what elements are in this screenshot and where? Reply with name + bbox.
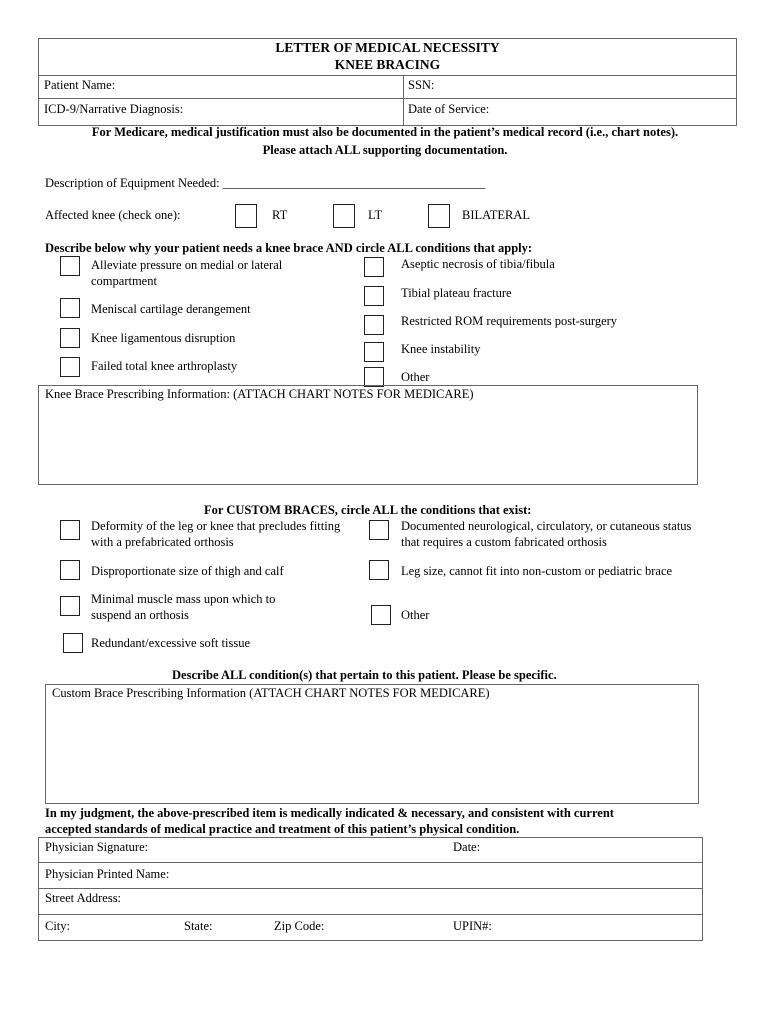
medicare-notice: For Medicare, medical justification must also be documented in the patient’s medical record (i.e., chart notes). [91,125,679,139]
conditions-heading: Describe below why your patient needs a knee brace AND circle ALL conditions that apply: [45,241,533,255]
condition-checkbox-tibial-plateau[interactable] [364,286,384,306]
condition-checkbox-knee-instability[interactable] [364,342,384,362]
physician-printed-name-field[interactable]: Physician Printed Name: [45,867,170,881]
custom-checkbox-redundant-tissue[interactable] [63,633,83,653]
physician-divider-2 [38,888,703,889]
date-of-service-field[interactable]: Date of Service: [408,102,490,116]
form-subtitle: KNEE BRACING [334,57,441,72]
custom-brace-prescribing-label: Custom Brace Prescribing Information (ATTACH CHART NOTES FOR MEDICARE) [52,686,490,700]
custom-label-deformity: Deformity of the leg or knee that precludes fitting with a prefabricated orthosis [91,519,341,549]
custom-label-other: Other [401,608,430,622]
rt-checkbox[interactable] [235,204,257,228]
physician-divider-1 [38,862,703,863]
attach-notice: Please attach ALL supporting documentation. [262,143,508,157]
condition-label-meniscal: Meniscal cartilage derangement [91,302,251,316]
form-title: LETTER OF MEDICAL NECESSITY [275,40,500,55]
custom-checkbox-deformity[interactable] [60,520,80,540]
custom-label-redundant-tissue: Redundant/excessive soft tissue [91,636,250,650]
custom-label-neurological: Documented neurological, circulatory, or cutaneous status that requires a custom fabricated orthosis [401,519,692,549]
condition-label-ligamentous: Knee ligamentous disruption [91,331,236,345]
condition-label-knee-instability: Knee instability [401,342,481,356]
custom-braces-heading: For CUSTOM BRACES, circle ALL the conditions that exist: [204,503,532,517]
condition-label-failed-arthroplasty: Failed total knee arthroplasty [91,359,238,373]
header-divider-1 [38,75,737,76]
zip-code-field[interactable]: Zip Code: [274,919,325,933]
signature-date-field[interactable]: Date: [453,840,481,854]
condition-label-other: Other [401,370,430,384]
condition-label-restricted-rom: Restricted ROM requirements post-surgery [401,314,618,328]
street-address-field[interactable]: Street Address: [45,891,122,905]
knee-brace-prescribing-label: Knee Brace Prescribing Information: (ATTACH CHART NOTES FOR MEDICARE) [45,387,474,401]
lt-checkbox[interactable] [333,204,355,228]
describe-conditions-heading: Describe ALL condition(s) that pertain to this patient. Please be specific. [172,668,557,682]
upin-field[interactable]: UPIN#: [453,919,492,933]
diagnosis-field[interactable]: ICD-9/Narrative Diagnosis: [44,102,184,116]
patient-name-field[interactable]: Patient Name: [44,78,116,92]
custom-label-minimal-muscle: Minimal muscle mass upon which to suspend an orthosis [91,592,276,622]
lt-label: LT [368,208,383,222]
condition-label-tibial-plateau: Tibial plateau fracture [401,286,512,300]
condition-checkbox-restricted-rom[interactable] [364,315,384,335]
condition-checkbox-meniscal[interactable] [60,298,80,318]
judgment-statement-line1: In my judgment, the above-prescribed item is medically indicated & necessary, and consistent with current [45,806,614,820]
custom-label-disproportionate: Disproportionate size of thigh and calf [91,564,284,578]
affected-knee-label: Affected knee (check one): [45,208,181,222]
custom-label-leg-size: Leg size, cannot fit into non-custom or pediatric brace [401,564,673,578]
custom-checkbox-disproportionate[interactable] [60,560,80,580]
condition-checkbox-aseptic-necrosis[interactable] [364,257,384,277]
city-field[interactable]: City: [45,919,71,933]
custom-checkbox-neurological[interactable] [369,520,389,540]
condition-checkbox-ligamentous[interactable] [60,328,80,348]
state-field[interactable]: State: [184,919,213,933]
physician-divider-3 [38,914,703,915]
bilateral-label: BILATERAL [462,208,531,222]
bilateral-checkbox[interactable] [428,204,450,228]
custom-brace-prescribing-box[interactable] [45,684,699,804]
ssn-field[interactable]: SSN: [408,78,435,92]
header-column-divider [403,75,404,126]
condition-checkbox-alleviate-pressure[interactable] [60,256,80,276]
custom-checkbox-minimal-muscle[interactable] [60,596,80,616]
rt-label: RT [272,208,288,222]
condition-checkbox-other[interactable] [364,367,384,387]
judgment-statement-line2: accepted standards of medical practice and treatment of this patient’s physical condition. [45,822,520,836]
physician-signature-field[interactable]: Physician Signature: [45,840,149,854]
condition-label-alleviate-pressure: Alleviate pressure on medial or lateral compartment [91,258,283,288]
condition-label-aseptic-necrosis: Aseptic necrosis of tibia/fibula [401,257,555,271]
custom-checkbox-other[interactable] [371,605,391,625]
equipment-description-field[interactable]: Description of Equipment Needed: __________________________________________ [45,176,486,190]
header-divider-2 [38,98,737,99]
custom-checkbox-leg-size[interactable] [369,560,389,580]
condition-checkbox-failed-arthroplasty[interactable] [60,357,80,377]
